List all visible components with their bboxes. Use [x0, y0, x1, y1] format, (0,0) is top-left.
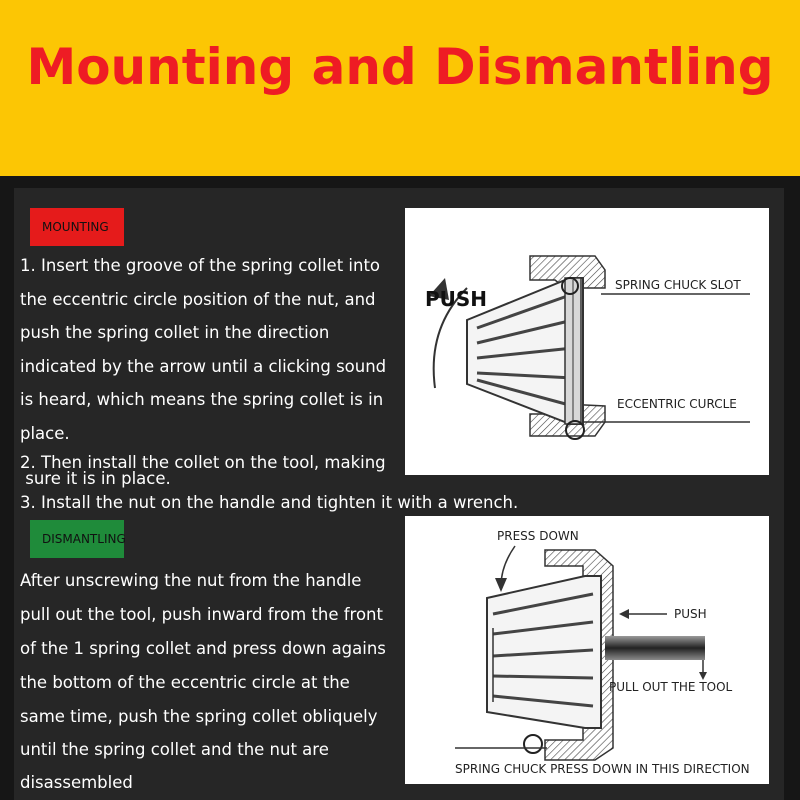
eccentric-marker-icon: [524, 735, 542, 753]
dismantling-diagram-svg: [405, 516, 769, 784]
mounting-line-5: is heard, which means the spring collet is in: [20, 390, 384, 409]
mounting-line-1: 1. Insert the groove of the spring collet into: [20, 256, 381, 275]
bottom-direction-label: SPRING CHUCK PRESS DOWN IN THIS DIRECTION: [455, 762, 750, 776]
slot-label: SPRING CHUCK SLOT: [615, 278, 741, 292]
press-down-label: PRESS DOWN: [497, 529, 579, 543]
pull-out-label: PULL OUT THE TOOL: [609, 680, 733, 694]
push-arrowhead-icon: [619, 609, 629, 619]
dismantling-tag: DISMANTLING: [30, 520, 124, 558]
page-title: Mounting and Dismantling: [26, 38, 774, 96]
dismantling-line-4: the bottom of the eccentric circle at the: [20, 673, 350, 692]
dismantling-diagram: [405, 516, 769, 784]
push-label: PUSH: [674, 607, 707, 621]
mounting-line-4: indicated by the arrow until a clicking sound: [20, 356, 387, 376]
mounting-tag: MOUNTING: [30, 208, 124, 246]
header-band: [0, 0, 800, 176]
dismantling-line-2: pull out the tool, push inward from the front: [20, 605, 383, 624]
eccentric-label: ECCENTRIC CURCLE: [617, 397, 737, 411]
mounting-step2-line2: sure it is in place.: [20, 469, 171, 488]
mounting-line-2: the eccentric circle position of the nut, and: [20, 289, 376, 309]
collet-body: [487, 576, 601, 728]
dismantling-line-1: After unscrewing the nut from the handle: [20, 571, 362, 590]
dismantling-line-5: same time, push the spring collet obliquely: [20, 707, 378, 726]
mounting-diagram: [405, 208, 769, 475]
dismantling-line-3: of the 1 spring collet and press down agains: [20, 639, 386, 658]
push-label: PUSH: [425, 287, 488, 311]
mounting-line-3: push the spring collet in the direction: [20, 323, 330, 342]
tool-shaft: [605, 636, 705, 660]
mounting-diagram-svg: [405, 208, 769, 475]
dismantling-line-6: until the spring collet and the nut are: [20, 740, 329, 759]
pull-arrowhead-icon: [699, 672, 707, 680]
mounting-step2-line1: 2. Then install the collet on the tool, making: [20, 453, 386, 472]
dismantling-line-7: disassembled: [20, 773, 133, 792]
mounting-line-6: place.: [20, 423, 70, 443]
mounting-step3: 3. Install the nut on the handle and tighten it with a wrench.: [20, 493, 519, 512]
press-down-arrowhead-icon: [495, 578, 507, 592]
